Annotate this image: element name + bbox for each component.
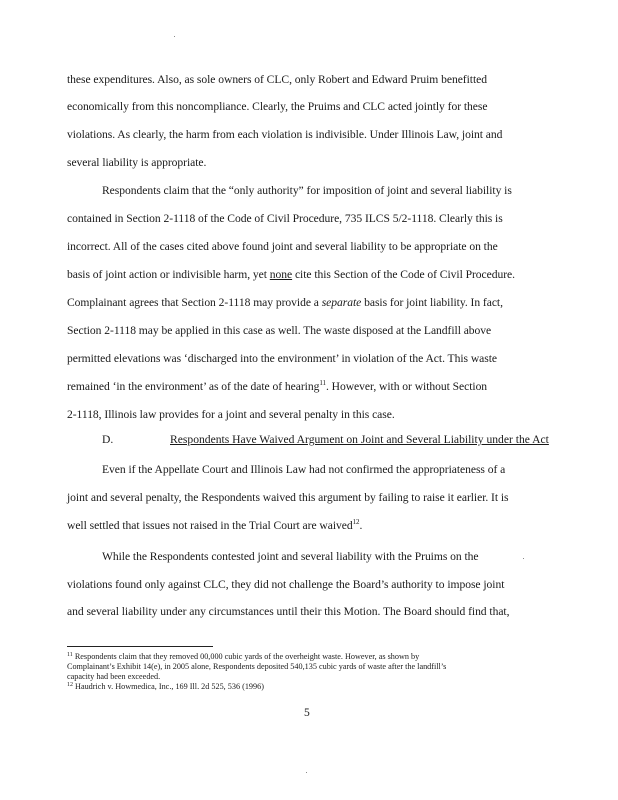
- page-number: 5: [304, 706, 310, 719]
- body-line: incorrect. All of the cases cited above found joint and several liability to be appropriate on the: [67, 240, 498, 253]
- body-line: and several liability under any circumstances until their this Motion. The Board should find that,: [67, 605, 510, 618]
- footnote-number: 11: [67, 652, 73, 658]
- footnote-11: [67, 652, 419, 662]
- body-line: Respondents claim that the “only authority” for imposition of joint and several liability is: [102, 184, 512, 197]
- footnote-line: capacity had been exceeded.: [67, 672, 161, 681]
- body-line: economically from this noncompliance. Clearly, the Pruims and CLC acted jointly for these: [67, 100, 488, 113]
- footnote-text: Haudrich v. Howmedica, Inc., 169 Ill. 2d 525, 536 (1996): [75, 682, 264, 691]
- text-run: . However, with or without Section: [325, 380, 488, 393]
- scan-speck: [306, 772, 307, 773]
- italic-word: separate: [321, 296, 362, 309]
- body-line: [67, 268, 515, 282]
- scan-speck: [523, 558, 524, 559]
- body-line: joint and several penalty, the Respondents waived this argument by failing to raise it earlier. It is: [67, 491, 509, 504]
- body-line: these expenditures. Also, as sole owners of CLC, only Robert and Edward Pruim benefitted: [67, 73, 487, 86]
- text-run: basis of joint action or indivisible harm, yet: [67, 268, 270, 281]
- text-run: remained ‘in the environment’ as of the date of hearing: [67, 380, 320, 393]
- body-line: several liability is appropriate.: [67, 156, 207, 169]
- body-line: 2-1118, Illinois law provides for a joint and several penalty in this case.: [67, 408, 395, 421]
- footnote-number: 12: [67, 682, 73, 688]
- text-run: Complainant agrees that Section 2-1118 may provide a: [67, 296, 322, 309]
- underlined-word: none: [269, 268, 293, 281]
- footnote-12: [67, 682, 264, 692]
- footnote-text: Respondents claim that they removed 00,000 cubic yards of the overheight waste. However, as shown by: [74, 652, 420, 661]
- section-heading: Respondents Have Waived Argument on Joint and Several Liability under the Act: [170, 433, 549, 446]
- section-letter: D.: [102, 433, 114, 446]
- body-line: Section 2-1118 may be applied in this case as well. The waste disposed at the Landfill above: [67, 324, 492, 337]
- body-line: [67, 519, 362, 533]
- text-run: .: [359, 519, 363, 532]
- footnote-line: Complainant’s Exhibit 14(e), in 2005 alone, Respondents deposited 540,135 cubic yards of waste after the landfill’s: [67, 662, 447, 671]
- text-run: well settled that issues not raised in the Trial Court are waived: [67, 519, 353, 532]
- footnote-ref-12: 12: [352, 518, 360, 526]
- body-line: violations found only against CLC, they did not challenge the Board’s authority to impose joint: [67, 578, 505, 591]
- body-line: Even if the Appellate Court and Illinois Law had not confirmed the appropriateness of a: [102, 463, 506, 476]
- body-line: contained in Section 2-1118 of the Code of Civil Procedure, 735 ILCS 5/2-1118. Clearly this is: [67, 212, 503, 225]
- text-run: cite this Section of the Code of Civil Procedure.: [292, 268, 515, 281]
- body-line: [67, 380, 487, 394]
- footnote-divider: [67, 646, 213, 647]
- body-line: violations. As clearly, the harm from each violation is indivisible. Under Illinois Law, joint and: [67, 128, 503, 141]
- body-line: While the Respondents contested joint and several liability with the Pruims on the: [102, 550, 479, 563]
- footnote-ref-11: 11: [319, 379, 326, 387]
- scan-speck: [174, 36, 175, 37]
- text-run: basis for joint liability. In fact,: [361, 296, 503, 309]
- body-line: [67, 296, 503, 310]
- body-line: permitted elevations was ‘discharged into the environment’ in violation of the Act. This waste: [67, 352, 497, 365]
